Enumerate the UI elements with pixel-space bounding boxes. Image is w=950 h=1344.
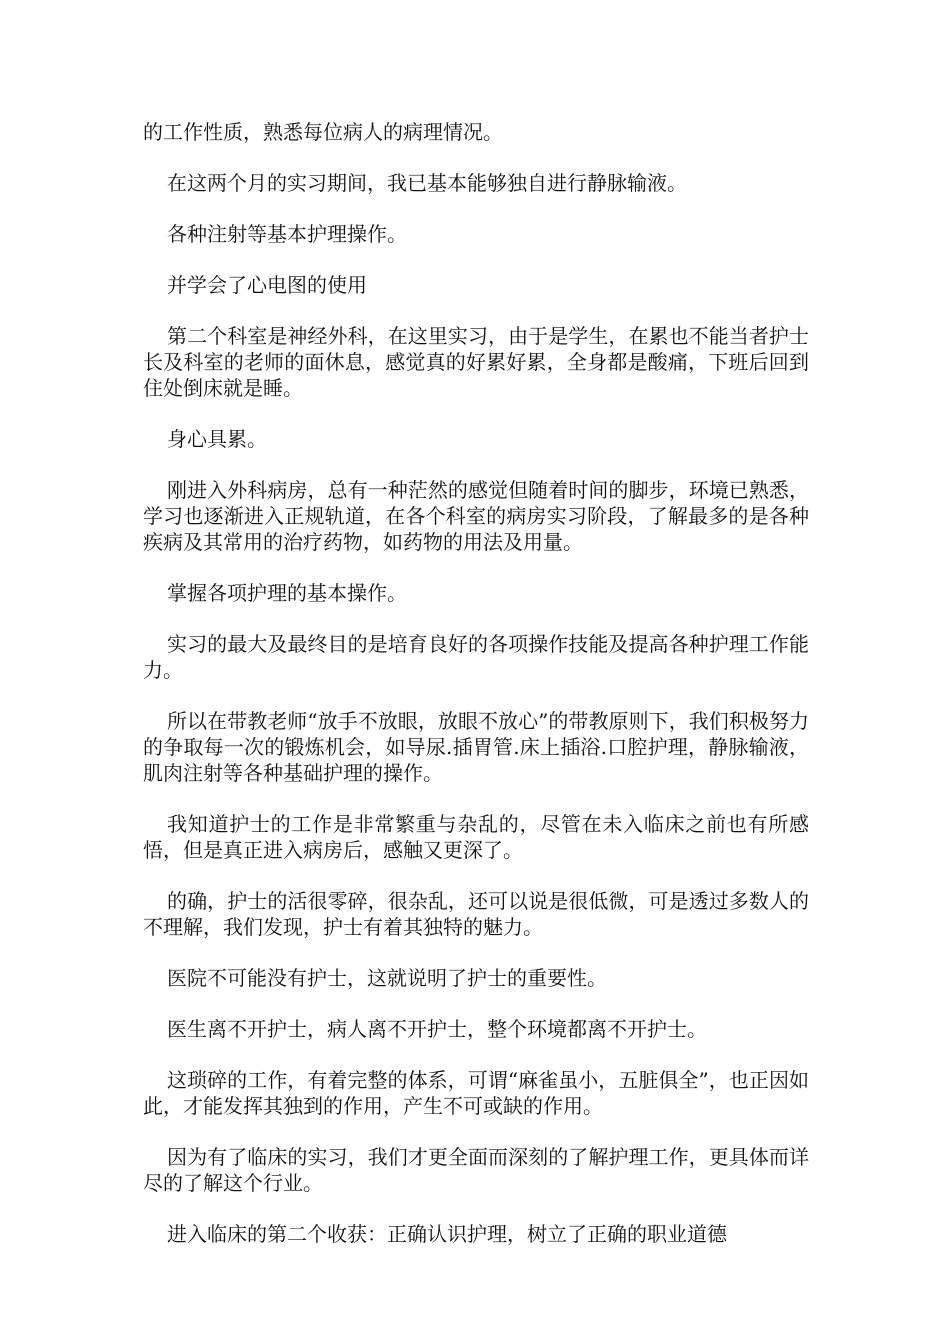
paragraph-9: 实习的最大及最终目的是培育良好的各项操作技能及提高各种护理工作能力。 xyxy=(143,632,809,682)
paragraph-6: 身心具累。 xyxy=(167,427,267,451)
paragraph-3: 各种注射等基本护理操作。 xyxy=(167,222,407,246)
paragraph-16: 因为有了临床的实习，我们才更全面而深刻的了解护理工作，更具体而详尽的了解这个行业。 xyxy=(143,1145,809,1195)
paragraph-12: 的确，护士的活很零碎，很杂乱，还可以说是很低微，可是透过多数人的不理解，我们发现，护士有着其独特的魅力。 xyxy=(143,889,809,939)
paragraph-7: 刚进入外科病房，总有一种茫然的感觉但随着时间的脚步，环境已熟悉，学习也逐渐进入正规轨道，在各个科室的病房实习阶段，了解最多的是各种疾病及其常用的治疗药物，如药物的用法及用量。 xyxy=(143,478,809,554)
paragraph-1: 的工作性质，熟悉每位病人的病理情况。 xyxy=(143,120,503,144)
paragraph-15: 这琐碎的工作，有着完整的体系，可谓“麻雀虽小，五脏俱全”，也正因如此，才能发挥其独到的作用，产生不可或缺的作用。 xyxy=(143,1068,809,1118)
paragraph-13: 医院不可能没有护士，这就说明了护士的重要性。 xyxy=(167,966,607,990)
paragraph-11: 我知道护士的工作是非常繁重与杂乱的，尽管在未入临床之前也有所感悟，但是真正进入病房后，感触又更深了。 xyxy=(143,812,809,862)
document-body xyxy=(143,119,809,1272)
paragraph-14: 医生离不开护士，病人离不开护士，整个环境都离不开护士。 xyxy=(167,1017,707,1041)
paragraph-10: 所以在带教老师“放手不放眼，放眼不放心”的带教原则下，我们积极努力的争取每一次的锻炼机会，如导尿.插胃管.床上插浴.口腔护理，静脉输液，肌肉注射等各种基础护理的操作。 xyxy=(143,709,809,785)
paragraph-2: 在这两个月的实习期间，我已基本能够独自进行静脉输液。 xyxy=(167,171,687,195)
paragraph-4: 并学会了心电图的使用 xyxy=(167,273,367,297)
paragraph-8: 掌握各项护理的基本操作。 xyxy=(167,581,407,605)
paragraph-5: 第二个科室是神经外科，在这里实习，由于是学生，在累也不能当者护士长及科室的老师的面休息，感觉真的好累好累，全身都是酸痛，下班后回到住处倒床就是睡。 xyxy=(143,324,809,400)
paragraph-17: 进入临床的第二个收获：正确认识护理，树立了正确的职业道德 xyxy=(167,1222,727,1246)
